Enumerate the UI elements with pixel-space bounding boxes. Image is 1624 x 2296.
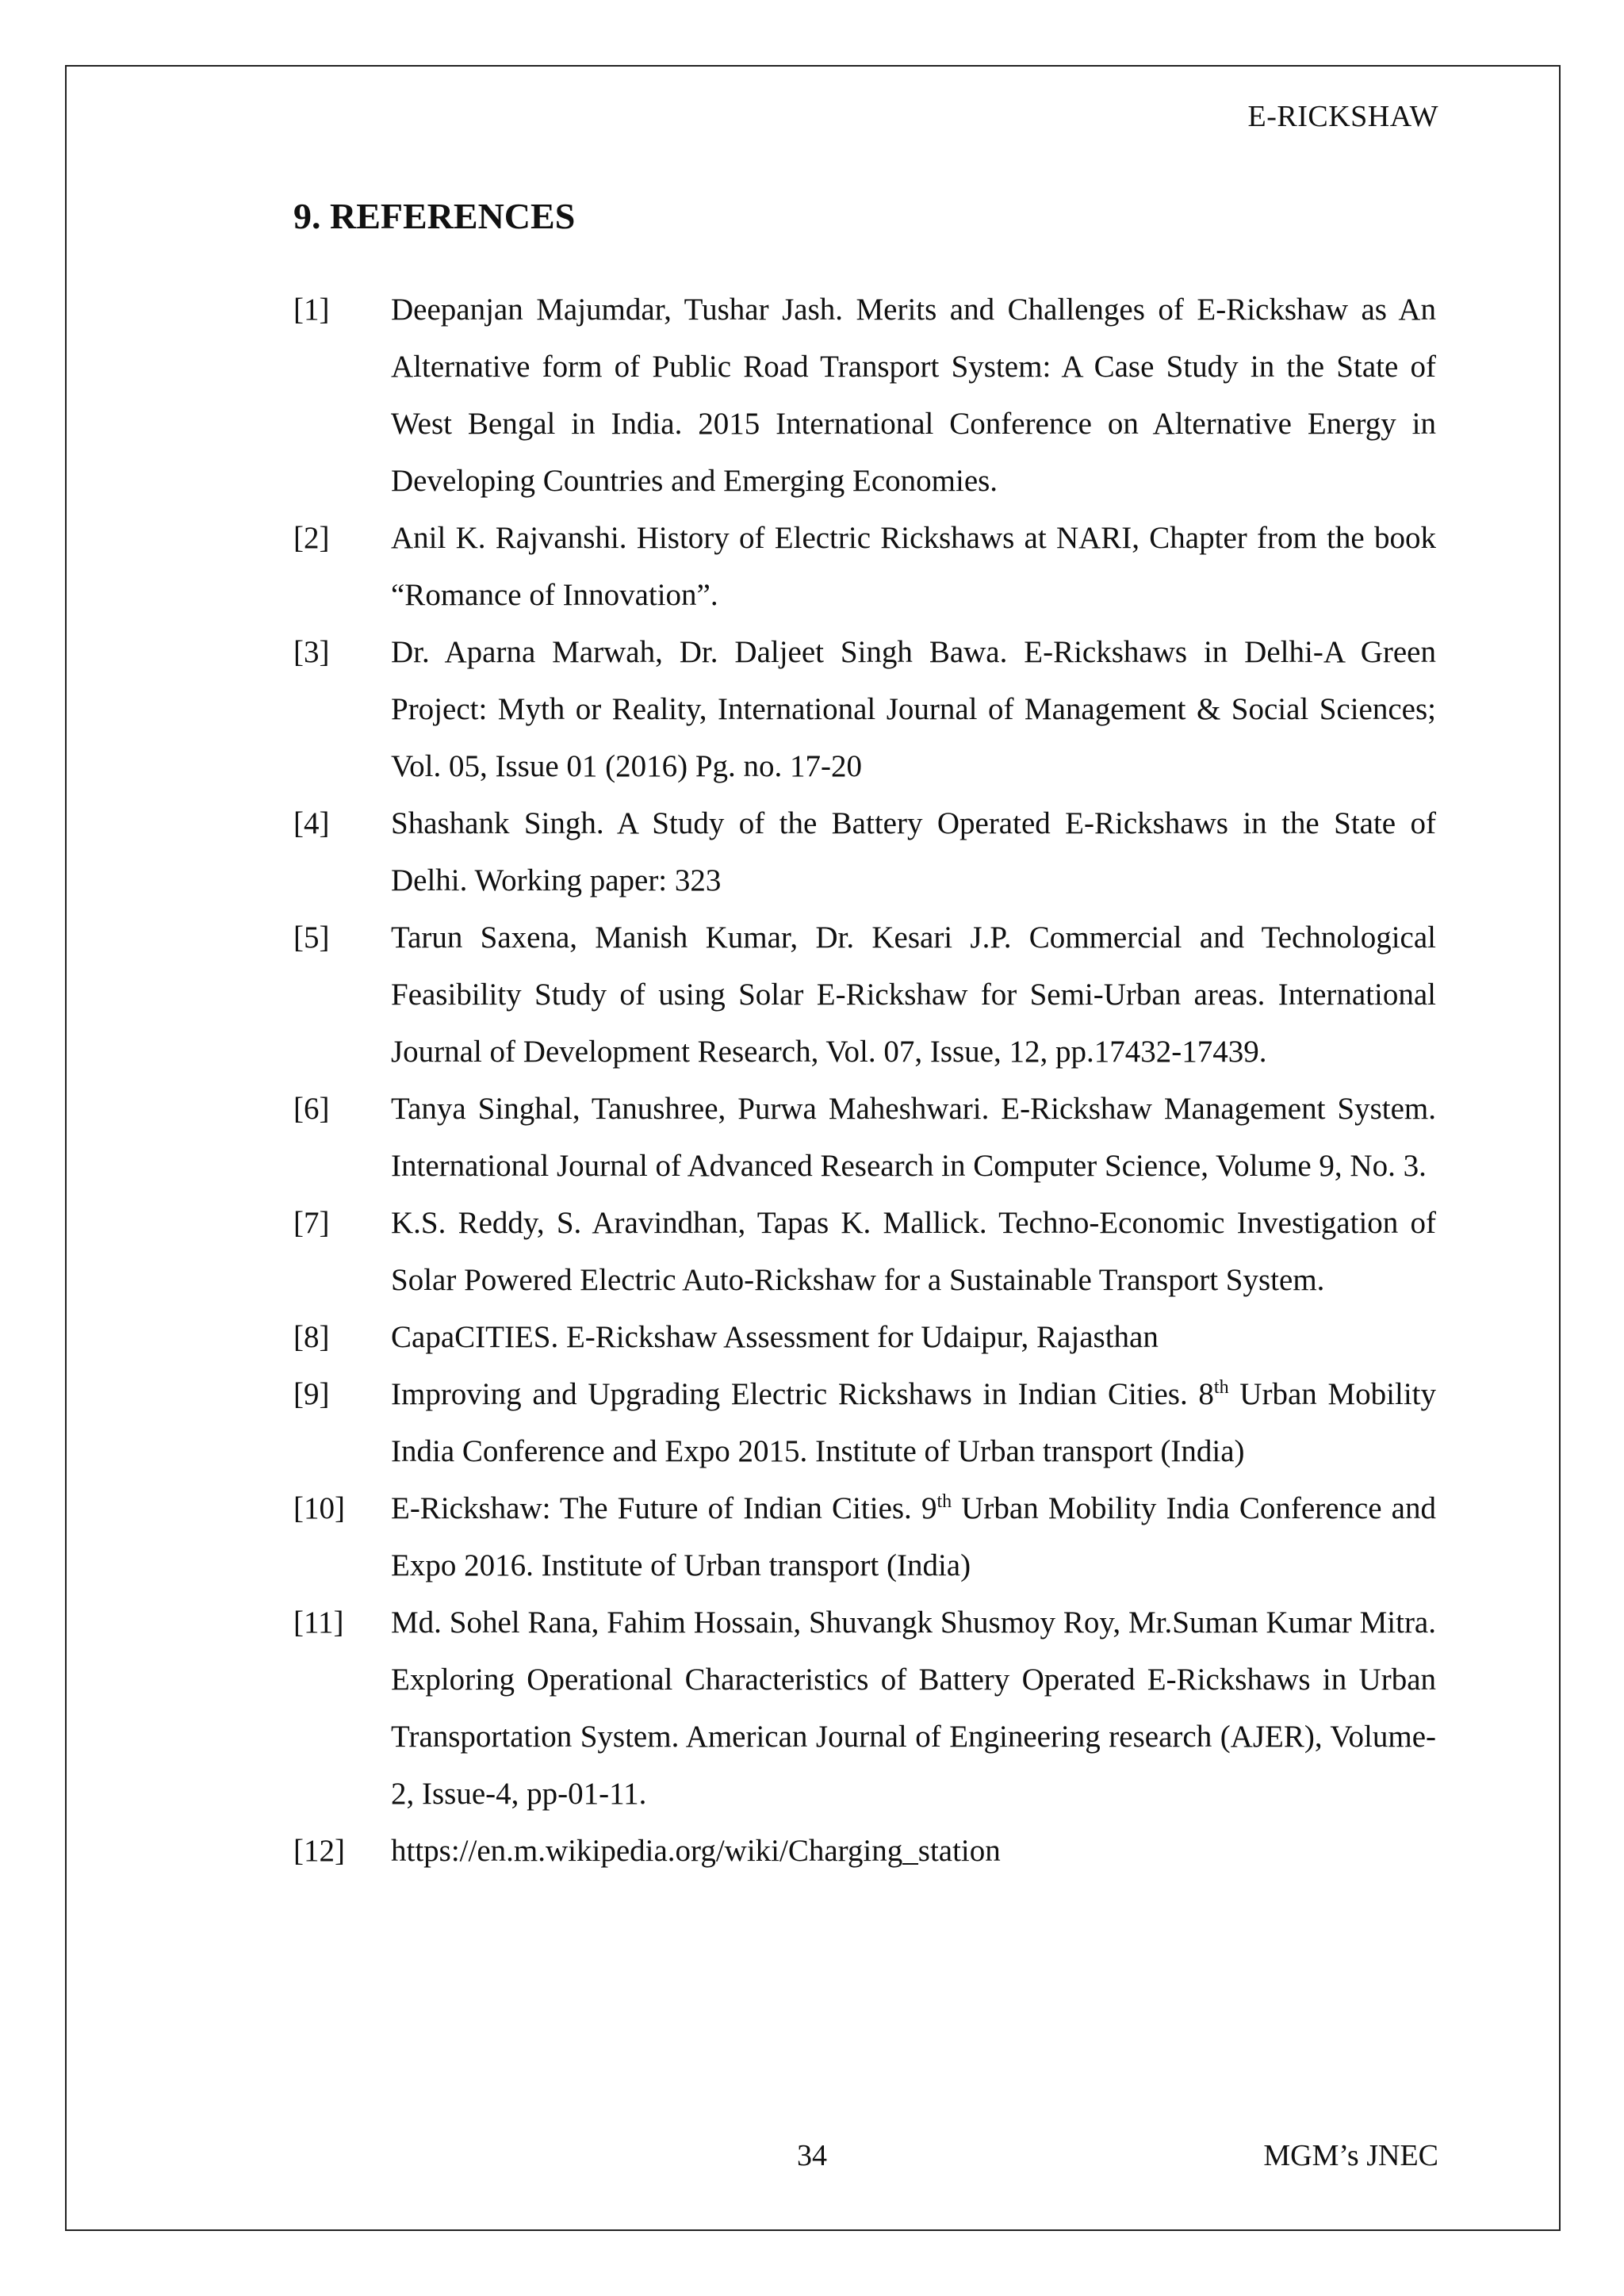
reference-text: K.S. Reddy, S. Aravindhan, Tapas K. Mallick. Techno-Economic Investigation of Solar Powered Electric Auto-Rickshaw for a Sustainable Transport System. <box>391 1206 1436 1297</box>
reference-number: [4] <box>293 806 330 840</box>
reference-text <box>391 1480 1436 1594</box>
reference-number: [6] <box>293 1092 330 1126</box>
reference-text <box>391 1366 1436 1480</box>
reference-text: Shashank Singh. A Study of the Battery Operated E-Rickshaws in the State of Delhi. Working paper: 323 <box>391 806 1436 897</box>
ordinal-superscript: th <box>936 1491 952 1512</box>
reference-number: [12] <box>293 1834 345 1868</box>
reference-text: CapaCITIES. E-Rickshaw Assessment for Udaipur, Rajasthan <box>391 1320 1159 1354</box>
reference-list <box>293 281 1436 1880</box>
reference-text: Anil K. Rajvanshi. History of Electric Rickshaws at NARI, Chapter from the book “Romance of Innovation”. <box>391 521 1436 612</box>
reference-number: [3] <box>293 635 330 669</box>
reference-text: Deepanjan Majumdar, Tushar Jash. Merits and Challenges of E-Rickshaw as An Alternative form of Public Road Transport System: A Case Study in the State of West Bengal in India. 2015 International Conference on Alternative Energy in Developing Countries and Emerging Economies. <box>391 293 1436 498</box>
reference-item <box>293 1366 1436 1480</box>
reference-item <box>293 281 1436 510</box>
ordinal-superscript: th <box>1213 1377 1229 1398</box>
reference-item <box>293 909 1436 1081</box>
section-title: 9. REFERENCES <box>293 196 576 236</box>
reference-item <box>293 510 1436 624</box>
reference-item <box>293 1594 1436 1823</box>
reference-number: [5] <box>293 920 330 955</box>
reference-item <box>293 1480 1436 1594</box>
reference-item <box>293 1081 1436 1195</box>
reference-number: [2] <box>293 521 330 555</box>
reference-item <box>293 1823 1436 1880</box>
reference-item <box>293 1309 1436 1366</box>
page-number: 34 <box>797 2139 827 2172</box>
reference-number: [9] <box>293 1377 330 1411</box>
reference-number: [10] <box>293 1491 345 1525</box>
running-header: E-RICKSHAW <box>1247 100 1438 133</box>
reference-text: Md. Sohel Rana, Fahim Hossain, Shuvangk Shusmoy Roy, Mr.Suman Kumar Mitra. Exploring Operational Characteristics of Battery Operated E-Rickshaws in Urban Transportation System. American Journal of Engineering research (AJER), Volume-2, Issue-4, pp-01-11. <box>391 1605 1436 1811</box>
reference-item <box>293 1195 1436 1309</box>
reference-number: [7] <box>293 1206 330 1240</box>
reference-text: Tanya Singhal, Tanushree, Purwa Maheshwari. E-Rickshaw Management System. International Journal of Advanced Research in Computer Science, Volume 9, No. 3. <box>391 1092 1436 1183</box>
reference-url: https://en.m.wikipedia.org/wiki/Charging_station <box>391 1834 1001 1868</box>
reference-number: [11] <box>293 1605 344 1640</box>
running-footer: MGM’s JNEC <box>1263 2139 1438 2172</box>
reference-item <box>293 624 1436 795</box>
reference-text: Tarun Saxena, Manish Kumar, Dr. Kesari J.P. Commercial and Technological Feasibility Study of using Solar E-Rickshaw for Semi-Urban areas. International Journal of Development Research, Vol. 07, Issue, 12, pp.17432-17439. <box>391 920 1436 1069</box>
reference-number: [1] <box>293 293 330 327</box>
reference-text: Dr. Aparna Marwah, Dr. Daljeet Singh Bawa. E-Rickshaws in Delhi-A Green Project: Myth or Reality, International Journal of Management & Social Sciences; Vol. 05, Issue 01 (2016) Pg. no. 17-20 <box>391 635 1436 783</box>
reference-text-part: Improving and Upgrading Electric Rickshaws in Indian Cities. 8 <box>391 1377 1214 1411</box>
reference-text-part: Urban Mobility India Conference and Expo 2015. Institute of Urban transport (India) <box>391 1377 1436 1468</box>
reference-number: [8] <box>293 1320 330 1354</box>
reference-text-part: Urban Mobility India Conference and Expo 2016. Institute of Urban transport (India) <box>391 1491 1436 1582</box>
reference-text-part: E-Rickshaw: The Future of Indian Cities. 9 <box>391 1491 937 1525</box>
reference-item <box>293 795 1436 909</box>
